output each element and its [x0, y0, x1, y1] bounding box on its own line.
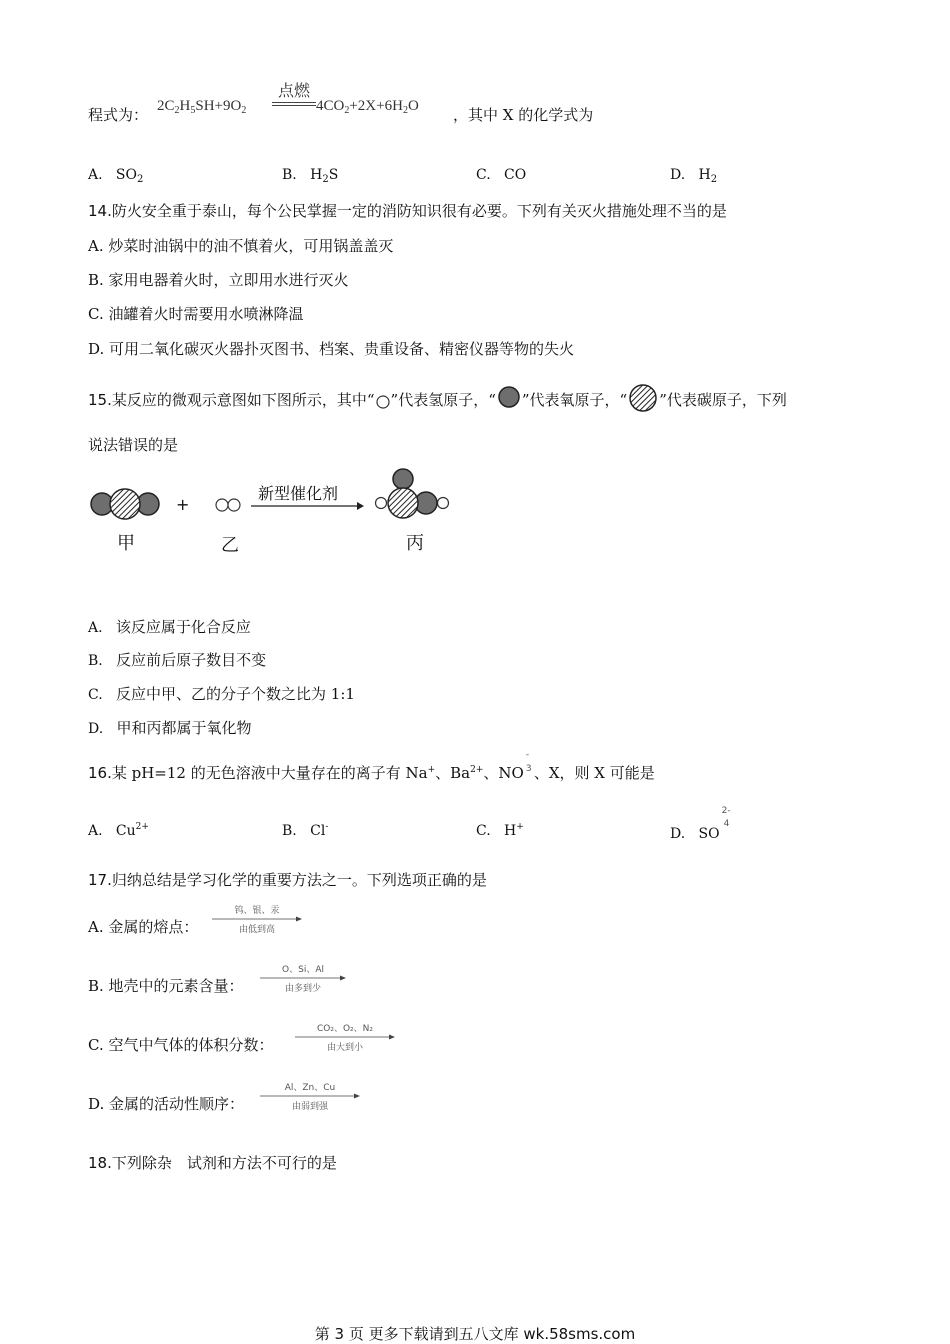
- q14-stem: 14.防火安全重于泰山，每个公民掌握一定的消防知识很有必要。下列有关灭火措施处理不当的是: [88, 202, 727, 220]
- molecule-yi: [216, 499, 240, 511]
- q17-option-a-arrow: 钨、银、汞 由低到高: [212, 903, 302, 935]
- q13-stem: [88, 104, 148, 125]
- q13-option-d: D. $H_2$: [670, 167, 718, 185]
- q14-option-c: C. 油罐着火时需要用水喷淋降温: [88, 305, 304, 323]
- q13-reaction-condition: 点燃: [272, 78, 316, 106]
- q16-option-a: A. $Cu^{2+}$: [88, 822, 149, 839]
- q15-stem-line2: 说法错误的是: [88, 436, 179, 454]
- molecule-jia: [91, 489, 159, 519]
- q13-equation: $2C_2H_5SH+9O_2$: [157, 98, 247, 116]
- q14-number: 14.: [88, 202, 112, 220]
- q15-option-c: C. 反应中甲、乙的分子个数之比为 1:1: [88, 685, 355, 703]
- q16-option-c: C. H+: [476, 822, 524, 839]
- q17-option-c-arrow: CO₂、O₂、N₂ 由大到小: [295, 1021, 395, 1053]
- q13-prefix: 程式为：: [88, 106, 149, 124]
- equals-line-1: [272, 102, 316, 103]
- carbon-atom-icon: [627, 383, 659, 413]
- q14-option-a: A. 炒菜时油锅中的油不慎着火，可用锅盖盖灭: [88, 237, 394, 255]
- q16-number: 16.: [88, 764, 112, 782]
- q17-option-d-arrow: Al、Zn、Cu 由弱到强: [260, 1080, 360, 1112]
- q17-option-a-label: A. 金属的熔点：: [88, 918, 199, 936]
- q17-stem: 17.归纳总结是学习化学的重要方法之一。下列选项正确的是: [88, 871, 487, 889]
- equals-line-2: [272, 105, 316, 106]
- q13-option-b: B. $H_2S$: [282, 167, 339, 185]
- hydrogen-atom-icon: [375, 393, 391, 409]
- label-yi: 乙: [221, 535, 239, 556]
- q14-option-b: B. 家用电器着火时，立即用水进行灭火: [88, 271, 349, 289]
- q18-stem: 18.下列除杂 试剂和方法不可行的是: [88, 1154, 337, 1172]
- label-jia: 甲: [117, 533, 135, 554]
- q14-option-d: D. 可用二氧化碳灭火器扑灭图书、档案、贵重设备、精密仪器等物的失火: [88, 340, 575, 358]
- catalyst-label: 新型催化剂: [258, 484, 339, 503]
- q17-number: 17.: [88, 871, 112, 889]
- q16-stem: 16.某 pH=12 的无色溶液中大量存在的离子有 Na+、$Ba^{2+}$、NO - 3 、X，则 X 可能是: [88, 750, 655, 782]
- q13-option-c: C. CO: [476, 167, 527, 183]
- q17-option-b-arrow: O、Si、Al 由多到少: [260, 962, 346, 994]
- q15-option-d: D. 甲和丙都属于氧化物: [88, 719, 252, 737]
- nitrate-charge: - 3: [525, 750, 532, 774]
- molecule-bing: [376, 469, 449, 518]
- q16-option-b: B. Cl-: [282, 822, 329, 839]
- q17-option-c-label: C. 空气中气体的体积分数：: [88, 1036, 274, 1054]
- q15-option-a: A. 该反应属于化合反应: [88, 618, 251, 636]
- label-bing: 丙: [406, 533, 424, 554]
- q13-suffix: ，其中 X 的化学式为: [453, 106, 594, 124]
- plus-sign: +: [176, 495, 190, 514]
- q13-equation-right: $4CO_2+2X+6H_2O$: [316, 98, 419, 116]
- sulfate-charge: 2- 4: [721, 806, 731, 829]
- oxygen-atom-icon: [496, 386, 522, 410]
- q15-stem: 15.某反应的微观示意图如下图所示，其中“ ”代表氢原子，“ ”代表氧原子，“ ”代表碳原子，下列: [88, 383, 787, 413]
- q17-option-d-label: D. 金属的活动性顺序：: [88, 1095, 245, 1113]
- q13-option-a: A. $SO_2$: [88, 167, 144, 185]
- page-footer: 第 3 页 更多下载请到五八文库 wk.58sms.com: [314, 1325, 636, 1343]
- q17-option-b-label: B. 地壳中的元素含量：: [88, 977, 244, 995]
- q18-number: 18.: [88, 1154, 112, 1172]
- q15-option-b: B. 反应前后原子数目不变: [88, 651, 267, 669]
- q15-number: 15.: [88, 391, 112, 409]
- q16-option-d: D. SO 2- 4: [670, 806, 731, 842]
